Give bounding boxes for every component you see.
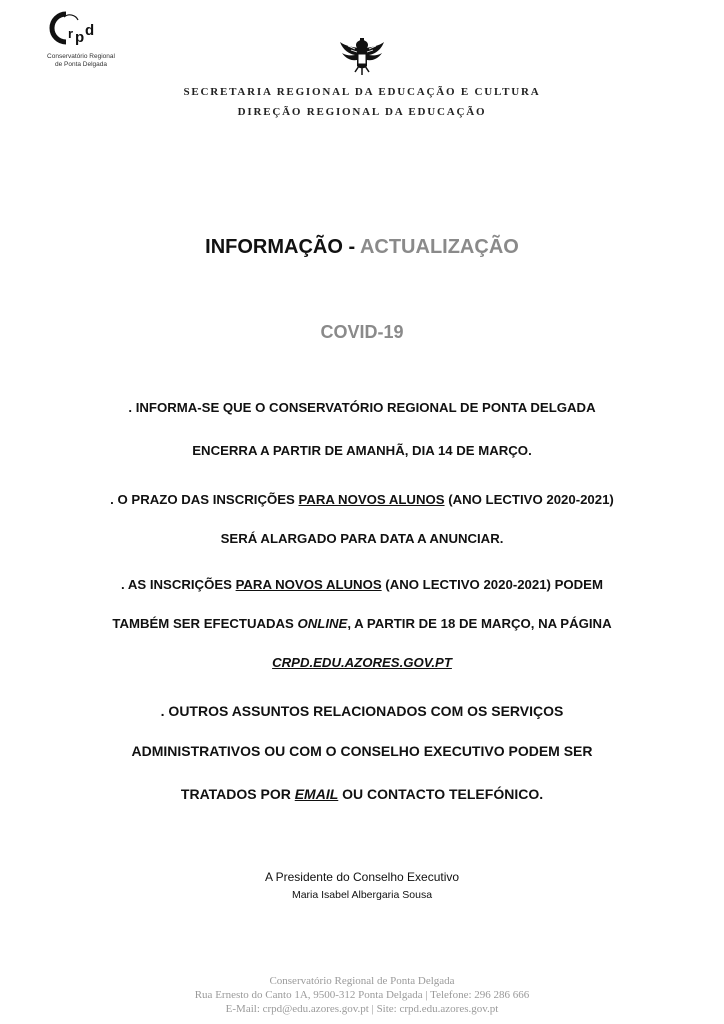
notice-2-underline: PARA NOVOS ALUNOS (298, 492, 445, 507)
notice-2-line-1 (0, 492, 724, 507)
notice-4-text-a: TRATADOS POR (180, 786, 295, 802)
notice-2-text-b: (ANO LECTIVO 2020-2021) (444, 492, 614, 507)
page-title (0, 236, 724, 259)
footer-institution: Conservatório Regional de Ponta Delgada (269, 975, 455, 987)
coat-of-arms-icon (337, 36, 387, 83)
notice-4-line-2: ADMINISTRATIVOS OU COM O CONSELHO EXECUTIVO PODEM SER (131, 743, 593, 759)
notice-1-line-2: ENCERRA A PARTIR DE AMANHÃ, DIA 14 DE MARÇO. (192, 443, 532, 458)
notice-2-line-2: SERÁ ALARGADO PARA DATA A ANUNCIAR. (220, 531, 504, 546)
crpd-logo (36, 8, 126, 68)
title-main: INFORMAÇÃO (205, 236, 343, 258)
notice-1-line-1: . INFORMA-SE QUE O CONSERVATÓRIO REGIONAL DE PONTA DELGADA (128, 400, 596, 415)
notice-3-underline: PARA NOVOS ALUNOS (235, 577, 382, 592)
notice-4-line-1: . OUTROS ASSUNTOS RELACIONADOS COM OS SERVIÇOS (160, 703, 564, 719)
footer-contact: E-Mail: crpd@edu.azores.gov.pt | Site: crpd.edu.azores.gov.pt (225, 1003, 499, 1015)
signatory-name: Maria Isabel Albergaria Sousa (291, 889, 433, 901)
notice-3-italic: ONLINE (297, 616, 348, 631)
notice-2-text-a: . O PRAZO DAS INSCRIÇÕES (110, 492, 299, 507)
notice-3-text-a: . AS INSCRIÇÕES (121, 577, 236, 592)
footer-address: Rua Ernesto do Canto 1A, 9500-312 Ponta Delgada | Telefone: 296 286 666 (194, 989, 530, 1001)
logo-text-line2: de Ponta Delgada (54, 61, 108, 68)
logo-text-line1: Conservatório Regional (47, 53, 115, 60)
directorate-name: DIREÇÃO REGIONAL DA EDUCAÇÃO (237, 106, 487, 118)
notice-3-line-2 (0, 616, 724, 631)
agency-name: SECRETARIA REGIONAL DA EDUCAÇÃO E CULTURA (183, 86, 541, 98)
notice-4-line-3 (0, 786, 724, 802)
signatory-role: A Presidente do Conselho Executivo (264, 870, 460, 884)
notice-4-italic: EMAIL (294, 786, 339, 802)
title-separator: - (342, 236, 360, 258)
crpd-logo-mark-icon (48, 8, 108, 50)
title-update: ACTUALIZAÇÃO (359, 236, 519, 258)
notice-3-text-b: (ANO LECTIVO 2020-2021) PODEM (381, 577, 603, 592)
svg-text:d: d (85, 22, 95, 39)
notice-3-text-c: TAMBÉM SER EFECTUADAS (112, 616, 298, 631)
subtitle: COVID-19 (320, 322, 404, 342)
notice-4-text-b: OU CONTACTO TELEFÓNICO. (338, 786, 544, 802)
svg-text:r: r (68, 26, 74, 41)
website-link[interactable]: CRPD.EDU.AZORES.GOV.PT (272, 655, 452, 670)
notice-3-text-d: , A PARTIR DE 18 DE MARÇO, NA PÁGINA (347, 616, 612, 631)
svg-text:p: p (75, 29, 85, 46)
notice-3-line-1 (0, 577, 724, 592)
